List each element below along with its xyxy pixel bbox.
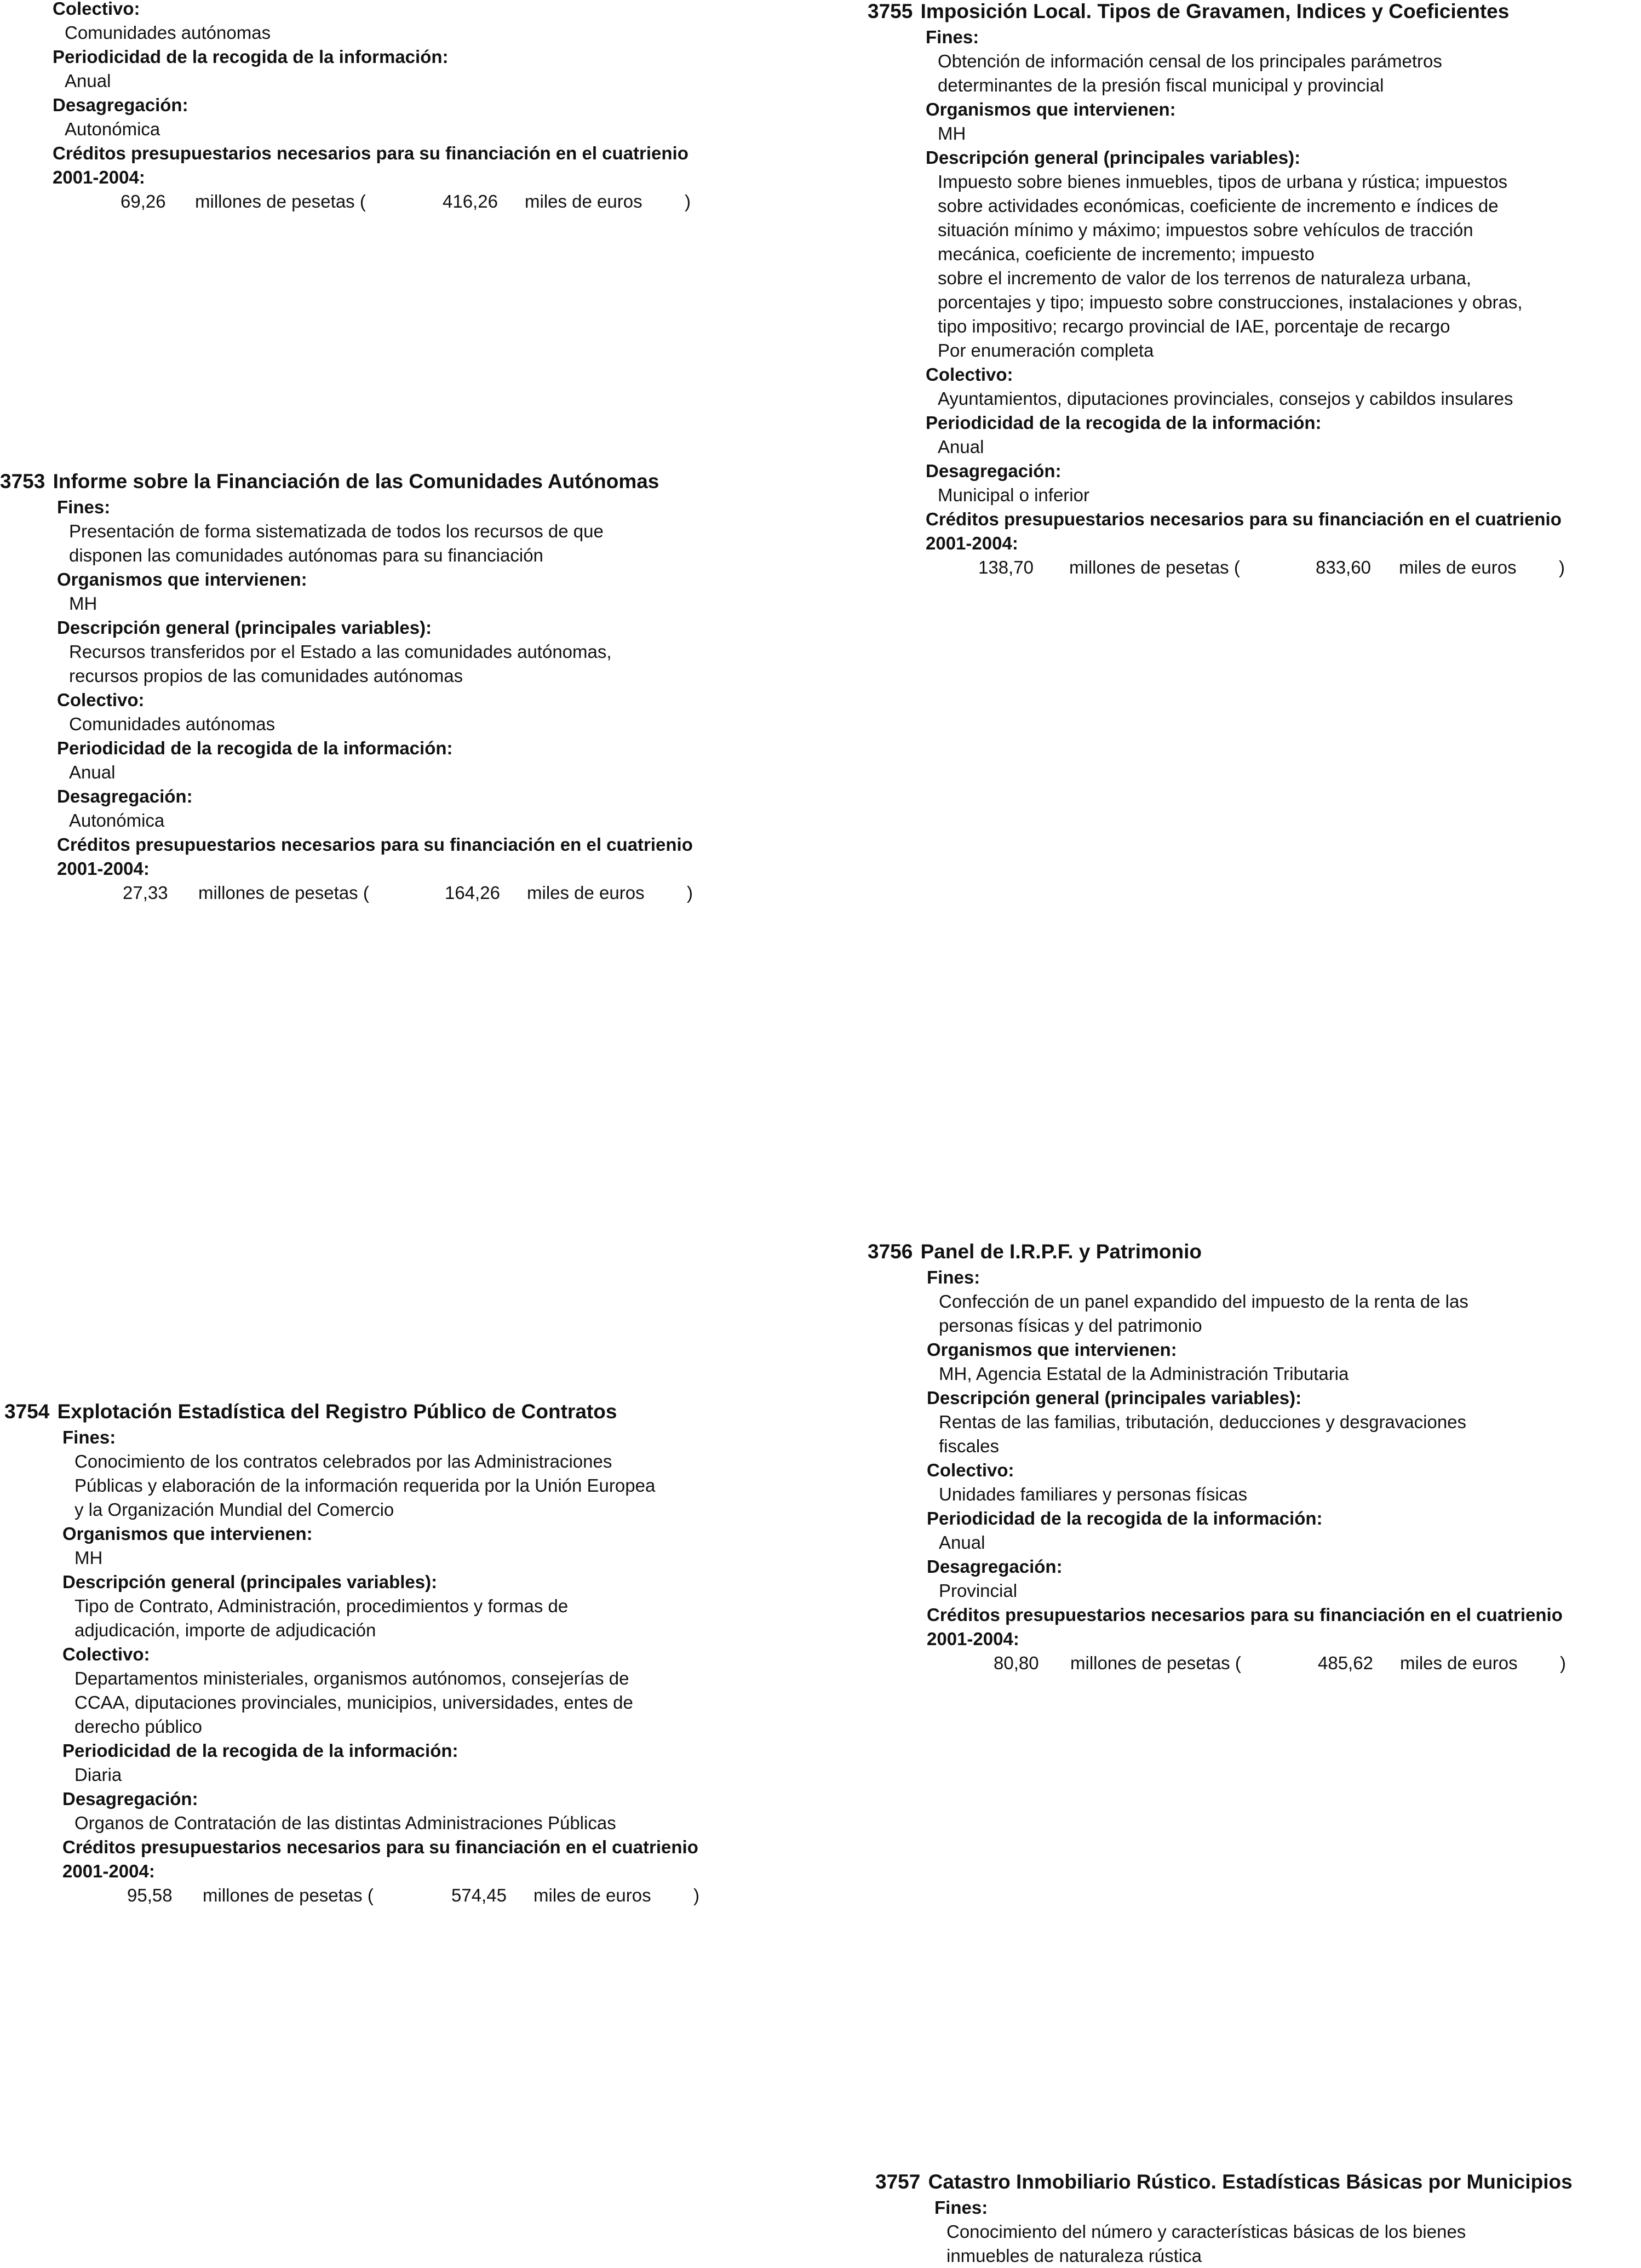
euros-value: 574,45 xyxy=(451,1885,507,1905)
desagregacion-label: Desagregación: xyxy=(926,461,1062,481)
fines-line: inmuebles de naturaleza rústica xyxy=(946,2246,1202,2266)
pesetas-unit: millones de pesetas ( xyxy=(1070,1653,1241,1673)
descripcion-label: Descripción general (principales variables): xyxy=(927,1388,1302,1408)
right-column xyxy=(854,0,1641,2266)
fines-line: Públicas y elaboración de la información requerida por la Unión Europea xyxy=(74,1475,656,1496)
entry-3754 xyxy=(4,1398,804,1908)
creditos-label: Créditos presupuestarios necesarios para su financiación en el cuatrienio xyxy=(57,834,693,855)
colectivo-line: CCAA, diputaciones provinciales, municipios, universidades, entes de xyxy=(74,1692,633,1713)
desagregacion-value: Autonómica xyxy=(65,119,160,139)
fines-label: Fines: xyxy=(57,497,111,517)
periodicidad-value: Anual xyxy=(65,71,111,91)
desagregacion-label: Desagregación: xyxy=(53,95,188,115)
organismos-value: MH, Agencia Estatal de la Administración Tributaria xyxy=(939,1364,1349,1384)
desagregacion-value: Provincial xyxy=(939,1580,1018,1601)
pesetas-value: 69,26 xyxy=(121,191,166,211)
entry-title: Catastro Inmobiliario Rústico. Estadísticas Básicas por Municipios xyxy=(928,2170,1573,2193)
entry-heading xyxy=(875,2168,1641,2196)
descripcion-label: Descripción general (principales variables): xyxy=(57,617,432,638)
periodicidad-value: Anual xyxy=(69,762,116,782)
desagregacion-value: Autonómica xyxy=(69,810,165,831)
euros-value: 485,62 xyxy=(1318,1653,1373,1673)
entry-number: 3755 xyxy=(868,0,913,22)
fines-line: y la Organización Mundial del Comercio xyxy=(74,1499,394,1520)
descripcion-label: Descripción general (principales variables): xyxy=(62,1572,438,1592)
euros-unit: miles de euros xyxy=(1400,1653,1518,1673)
creditos-label: Créditos presupuestarios necesarios para su financiación en el cuatrienio xyxy=(927,1605,1563,1625)
entry-3756 xyxy=(868,1238,1641,1675)
organismos-value: MH xyxy=(69,593,97,614)
organismos-value: MH xyxy=(938,123,966,144)
euros-value: 833,60 xyxy=(1316,557,1371,577)
colectivo-value: Ayuntamientos, diputaciones provinciales, consejos y cabildos insulares xyxy=(938,388,1513,409)
continuation-block xyxy=(53,0,852,214)
euros-value: 164,26 xyxy=(445,883,500,903)
entry-number: 3753 xyxy=(0,470,45,492)
colectivo-label: Colectivo: xyxy=(62,1644,150,1664)
creditos-amounts xyxy=(927,1651,1641,1675)
pesetas-value: 27,33 xyxy=(123,883,168,903)
paren-close: ) xyxy=(1560,1653,1566,1673)
descripcion-line: porcentajes y tipo; impuesto sobre construcciones, instalaciones y obras, xyxy=(938,292,1523,312)
periodicidad-label: Periodicidad de la recogida de la información: xyxy=(57,738,453,758)
descripcion-line: recursos propios de las comunidades autónomas xyxy=(69,666,463,686)
descripcion-line: fiscales xyxy=(939,1436,1000,1456)
fines-line: Conocimiento del número y características básicas de los bienes xyxy=(946,2221,1466,2242)
organismos-label: Organismos que intervienen: xyxy=(57,569,307,589)
euros-unit: miles de euros xyxy=(527,883,645,903)
entry-3755 xyxy=(868,0,1641,580)
entry-3757 xyxy=(875,2168,1641,2268)
paren-close: ) xyxy=(693,1885,699,1905)
creditos-label: Créditos presupuestarios necesarios para su financiación en el cuatrienio xyxy=(926,509,1562,529)
entry-3753 xyxy=(0,468,800,905)
entry-number: 3757 xyxy=(875,2170,921,2193)
creditos-period: 2001-2004: xyxy=(57,858,150,879)
fines-line: personas físicas y del patrimonio xyxy=(939,1315,1202,1336)
creditos-amounts xyxy=(62,1883,804,1908)
colectivo-label: Colectivo: xyxy=(926,364,1013,385)
fines-line: Presentación de forma sistematizada de todos los recursos de que xyxy=(69,521,604,541)
pesetas-unit: millones de pesetas ( xyxy=(195,191,366,211)
organismos-label: Organismos que intervienen: xyxy=(62,1524,313,1544)
colectivo-value: Comunidades autónomas xyxy=(69,714,276,734)
left-column xyxy=(0,0,800,1905)
entry-heading xyxy=(0,468,800,495)
entry-title: Informe sobre la Financiación de las Comunidades Autónomas xyxy=(53,470,659,492)
creditos-period: 2001-2004: xyxy=(62,1861,155,1881)
descripcion-line: sobre actividades económicas, coeficiente de incremento e índices de xyxy=(938,196,1499,216)
entry-number: 3754 xyxy=(4,1400,50,1423)
fines-line: determinantes de la presión fiscal municipal y provincial xyxy=(938,75,1384,95)
paren-close: ) xyxy=(685,191,691,211)
descripcion-line: Tipo de Contrato, Administración, procedimientos y formas de xyxy=(74,1596,569,1616)
pesetas-value: 138,70 xyxy=(978,557,1034,577)
colectivo-line: Departamentos ministeriales, organismos autónomos, consejerías de xyxy=(74,1668,629,1688)
organismos-label: Organismos que intervienen: xyxy=(926,99,1176,119)
organismos-label: Organismos que intervienen: xyxy=(927,1339,1177,1360)
colectivo-value: Comunidades autónomas xyxy=(65,22,271,43)
colectivo-line: derecho público xyxy=(74,1716,202,1737)
creditos-amounts xyxy=(926,555,1641,580)
periodicidad-value: Anual xyxy=(938,437,984,457)
pesetas-unit: millones de pesetas ( xyxy=(203,1885,374,1905)
pesetas-value: 95,58 xyxy=(127,1885,173,1905)
desagregacion-value: Organos de Contratación de las distintas Administraciones Públicas xyxy=(74,1813,616,1833)
creditos-amounts xyxy=(57,881,800,905)
descripcion-line: Por enumeración completa xyxy=(938,340,1154,360)
entry-title: Panel de I.R.P.F. y Patrimonio xyxy=(920,1240,1202,1263)
creditos-label: Créditos presupuestarios necesarios para su financiación en el cuatrienio xyxy=(53,143,688,163)
periodicidad-value: Anual xyxy=(939,1532,985,1553)
euros-unit: miles de euros xyxy=(1399,557,1517,577)
paren-close: ) xyxy=(1559,557,1565,577)
fines-label: Fines: xyxy=(934,2197,988,2218)
descripcion-line: adjudicación, importe de adjudicación xyxy=(74,1620,376,1640)
periodicidad-label: Periodicidad de la recogida de la información: xyxy=(62,1740,458,1761)
descripcion-line: situación mínimo y máximo; impuestos sobre vehículos de tracción xyxy=(938,220,1473,240)
descripcion-label: Descripción general (principales variables): xyxy=(926,147,1301,168)
fines-label: Fines: xyxy=(62,1427,116,1447)
entry-heading xyxy=(868,1238,1641,1265)
colectivo-label: Colectivo: xyxy=(927,1460,1014,1480)
entry-number: 3756 xyxy=(868,1240,913,1263)
colectivo-value: Unidades familiares y personas físicas xyxy=(939,1484,1248,1504)
periodicidad-label: Periodicidad de la recogida de la información: xyxy=(53,47,449,67)
entry-heading xyxy=(4,1398,804,1425)
euros-value: 416,26 xyxy=(443,191,498,211)
fines-line: Confección de un panel expandido del impuesto de la renta de las xyxy=(939,1291,1468,1311)
creditos-period: 2001-2004: xyxy=(53,167,145,187)
pesetas-value: 80,80 xyxy=(994,1653,1039,1673)
entry-heading xyxy=(868,0,1641,25)
pesetas-unit: millones de pesetas ( xyxy=(198,883,369,903)
fines-line: Obtención de información censal de los principales parámetros xyxy=(938,51,1442,71)
creditos-amounts xyxy=(53,190,852,214)
descripcion-line: sobre el incremento de valor de los terrenos de naturaleza urbana, xyxy=(938,268,1472,288)
paren-close: ) xyxy=(687,883,693,903)
desagregacion-label: Desagregación: xyxy=(927,1556,1063,1577)
pesetas-unit: millones de pesetas ( xyxy=(1069,557,1240,577)
creditos-label: Créditos presupuestarios necesarios para su financiación en el cuatrienio xyxy=(62,1837,698,1857)
creditos-period: 2001-2004: xyxy=(927,1629,1019,1649)
desagregacion-label: Desagregación: xyxy=(62,1789,198,1809)
organismos-value: MH xyxy=(74,1548,103,1568)
euros-unit: miles de euros xyxy=(525,191,642,211)
descripcion-line: mecánica, coeficiente de incremento; impuesto xyxy=(938,244,1315,264)
desagregacion-value: Municipal o inferior xyxy=(938,485,1089,505)
entry-title: Explotación Estadística del Registro Público de Contratos xyxy=(57,1400,617,1423)
colectivo-label: Colectivo: xyxy=(57,690,145,710)
periodicidad-label: Periodicidad de la recogida de la información: xyxy=(926,413,1322,433)
desagregacion-label: Desagregación: xyxy=(57,786,193,806)
fines-label: Fines: xyxy=(926,27,979,47)
descripcion-line: Recursos transferidos por el Estado a las comunidades autónomas, xyxy=(69,642,612,662)
descripcion-line: tipo impositivo; recargo provincial de IAE, porcentaje de recargo xyxy=(938,316,1450,336)
euros-unit: miles de euros xyxy=(533,1885,651,1905)
fines-line: Conocimiento de los contratos celebrados por las Administraciones xyxy=(74,1451,612,1471)
entry-title: Imposición Local. Tipos de Gravamen, Indices y Coeficientes xyxy=(920,0,1510,22)
descripcion-line: Impuesto sobre bienes inmuebles, tipos de urbana y rústica; impuestos xyxy=(938,171,1508,192)
periodicidad-value: Diaria xyxy=(74,1765,122,1785)
fines-label: Fines: xyxy=(927,1267,980,1287)
descripcion-line: Rentas de las familias, tributación, deducciones y desgravaciones xyxy=(939,1412,1467,1432)
creditos-period: 2001-2004: xyxy=(926,533,1018,553)
periodicidad-label: Periodicidad de la recogida de la información: xyxy=(927,1508,1323,1528)
colectivo-label: Colectivo: xyxy=(53,0,140,19)
fines-line: disponen las comunidades autónomas para su financiación xyxy=(69,545,543,565)
